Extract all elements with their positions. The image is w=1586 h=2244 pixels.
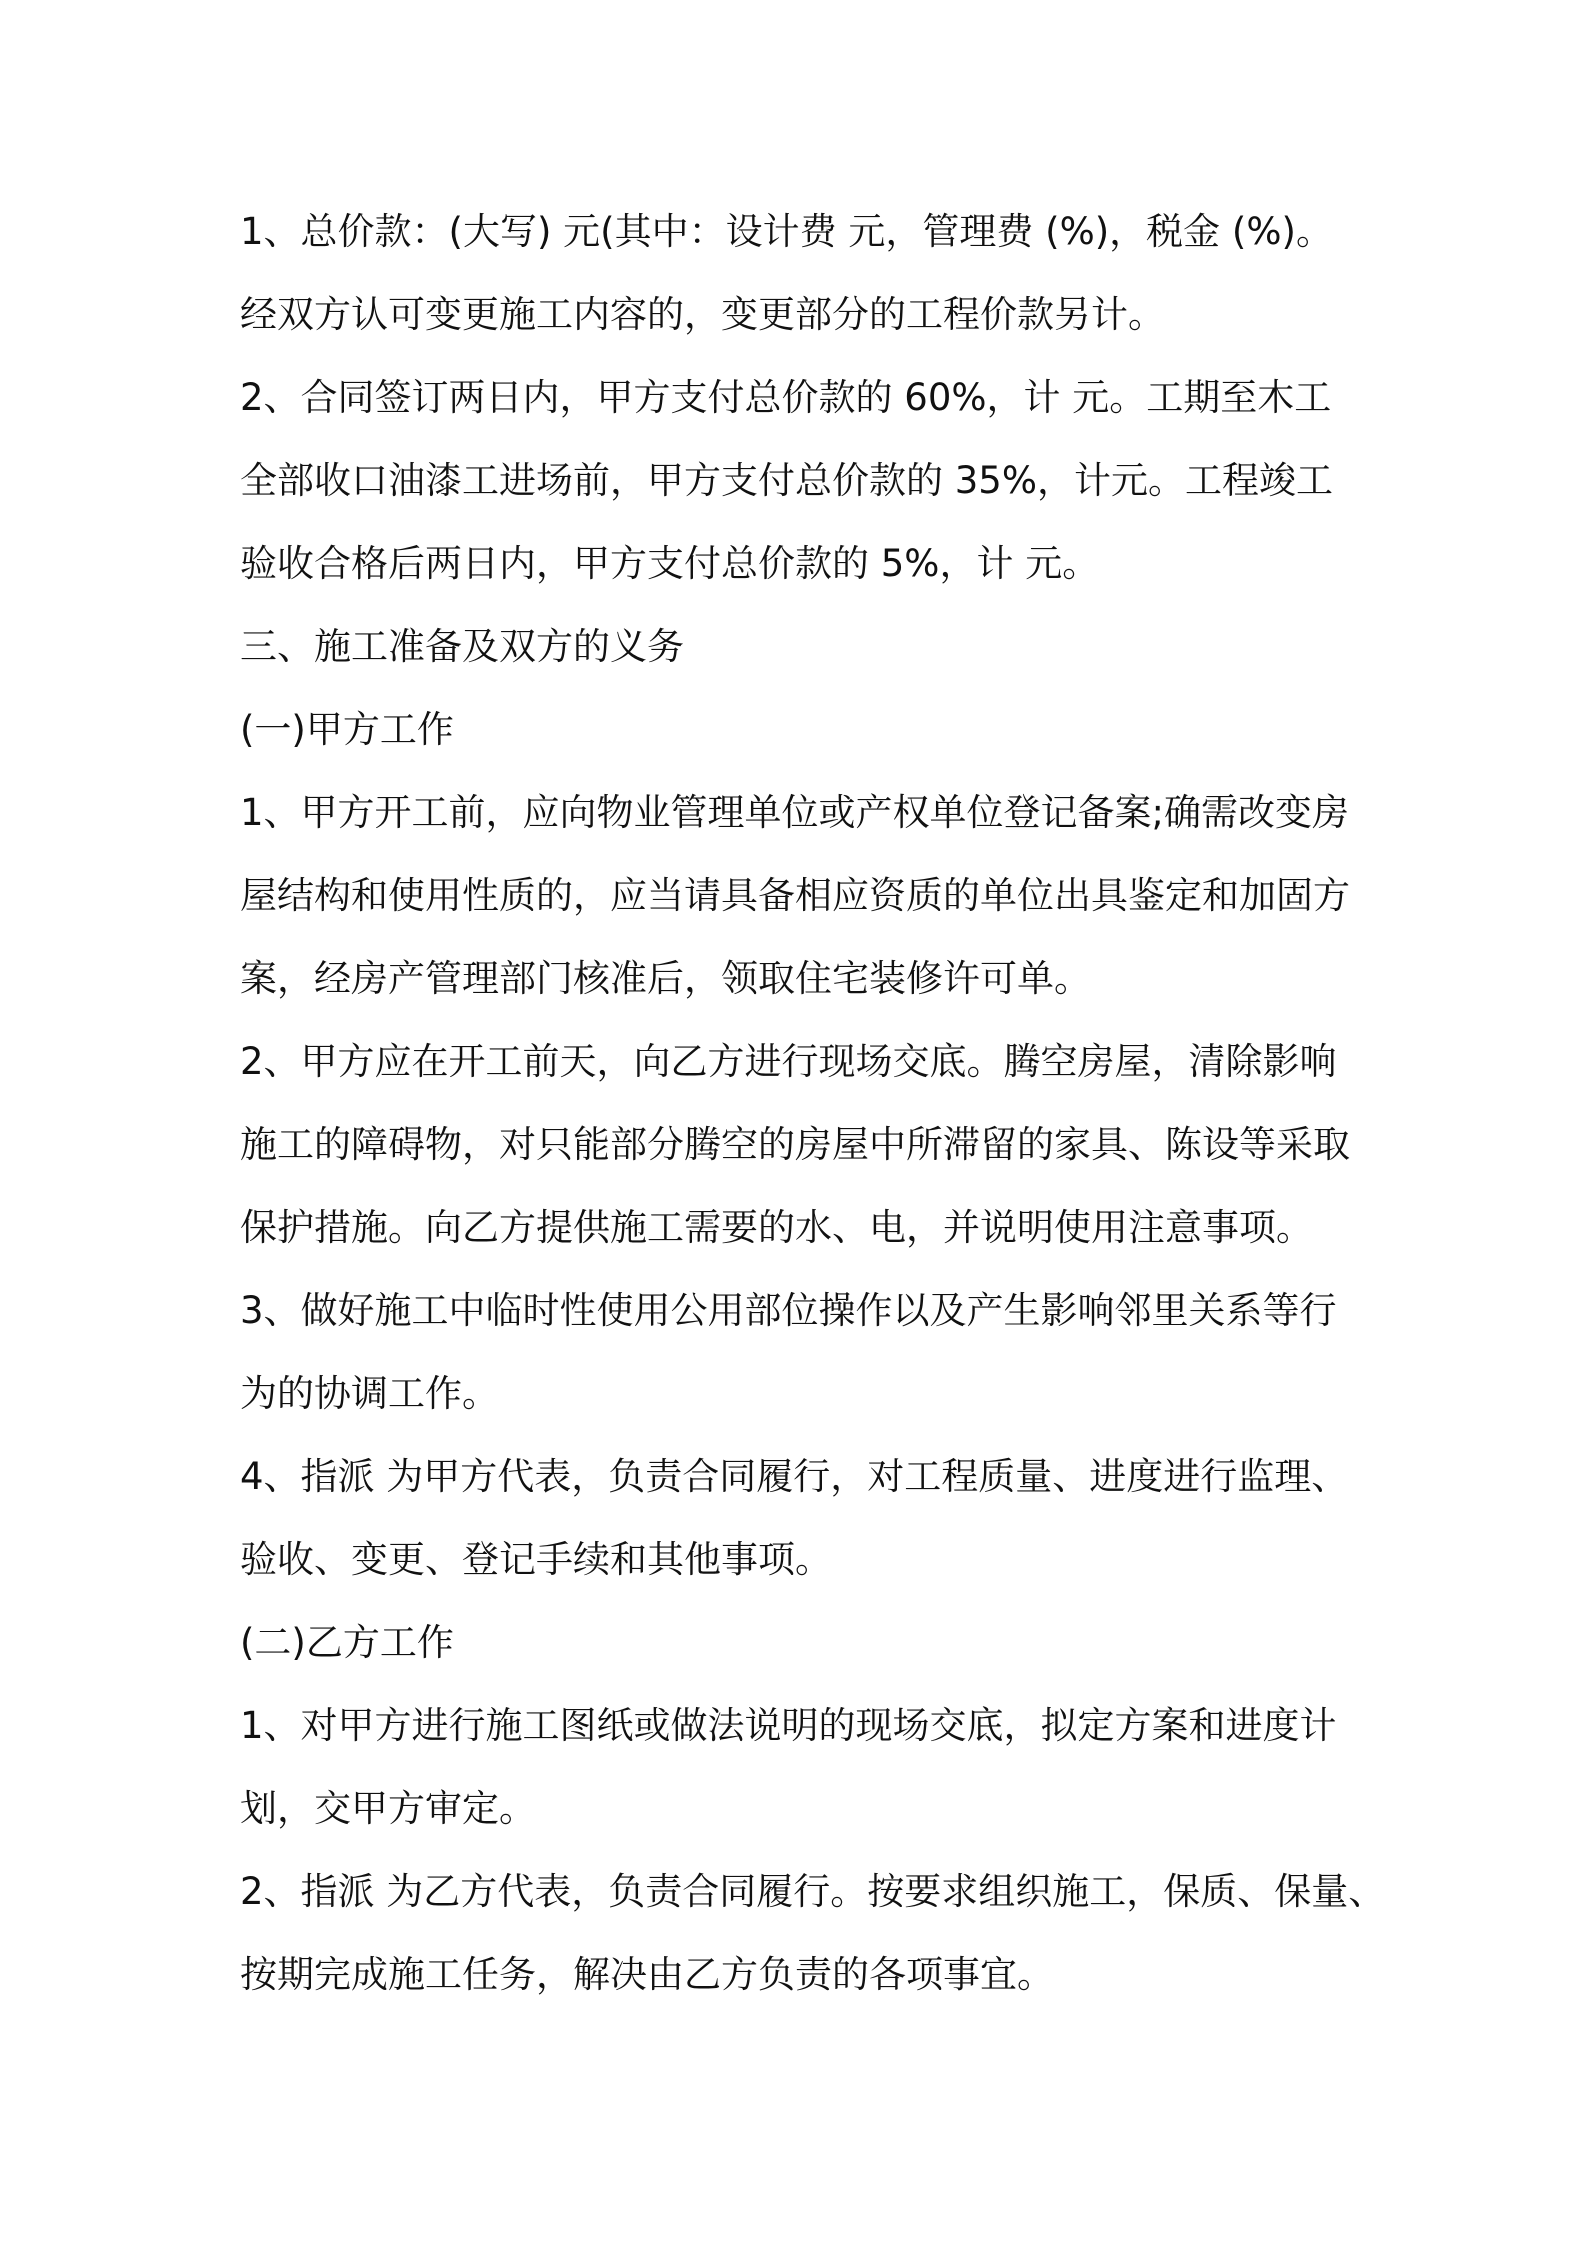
text-line: (一)甲方工作 <box>240 708 454 751</box>
text-line: 3、做好施工中临时性使用公用部位操作以及产生影响邻里关系等行 <box>240 1289 1337 1332</box>
text-line: 保护措施。向乙方提供施工需要的水、电，并说明使用注意事项。 <box>240 1206 1313 1249</box>
text-line: 案，经房产管理部门核准后，领取住宅装修许可单。 <box>240 957 1091 1000</box>
party-b-item-2 <box>240 1850 1386 2016</box>
payment-total-clause <box>240 190 1360 356</box>
section-heading <box>240 605 1360 688</box>
payment-schedule-clause <box>240 356 1360 605</box>
party-a-item-1 <box>240 771 1360 1020</box>
party-a-item-4 <box>240 1435 1360 1601</box>
text-line: (二)乙方工作 <box>240 1621 454 1664</box>
text-line: 2、甲方应在开工前天，向乙方进行现场交底。腾空房屋，清除影响 <box>240 1040 1337 1083</box>
text-line: 1、总价款：(大写) 元(其中：设计费 元，管理费 (%)，税金 (%)。 <box>240 210 1333 253</box>
party-b-item-1 <box>240 1684 1360 1850</box>
text-line: 经双方认可变更施工内容的，变更部分的工程价款另计。 <box>240 293 1165 336</box>
text-line: 施工的障碍物，对只能部分腾空的房屋中所滞留的家具、陈设等采取 <box>240 1123 1350 1166</box>
text-line: 屋结构和使用性质的，应当请具备相应资质的单位出具鉴定和加固方 <box>240 874 1350 917</box>
text-line: 1、对甲方进行施工图纸或做法说明的现场交底，拟定方案和进度计 <box>240 1704 1337 1747</box>
text-line: 为的协调工作。 <box>240 1372 499 1415</box>
text-line: 全部收口油漆工进场前，甲方支付总价款的 35%，计元。工程竣工 <box>240 459 1333 502</box>
text-line: 验收合格后两日内，甲方支付总价款的 5%，计 元。 <box>240 542 1100 585</box>
subsection-heading-party-b <box>240 1601 1360 1684</box>
text-line: 2、合同签订两日内，甲方支付总价款的 60%，计 元。工期至木工 <box>240 376 1332 419</box>
party-a-item-2 <box>240 1020 1360 1269</box>
text-line: 1、甲方开工前，应向物业管理单位或产权单位登记备案;确需改变房 <box>240 791 1350 834</box>
text-line: 4、指派 为甲方代表，负责合同履行，对工程质量、进度进行监理、 <box>240 1455 1349 1498</box>
text-line: 验收、变更、登记手续和其他事项。 <box>240 1538 832 1581</box>
text-line: 按期完成施工任务，解决由乙方负责的各项事宜。 <box>240 1953 1054 1996</box>
party-a-item-3 <box>240 1269 1360 1435</box>
text-line: 2、指派 为乙方代表，负责合同履行。按要求组织施工，保质、保量、 <box>240 1870 1386 1913</box>
subsection-heading-party-a <box>240 688 1360 771</box>
text-line: 三、施工准备及双方的义务 <box>240 625 684 668</box>
document-body <box>240 190 1386 2016</box>
text-line: 划，交甲方审定。 <box>240 1787 536 1830</box>
